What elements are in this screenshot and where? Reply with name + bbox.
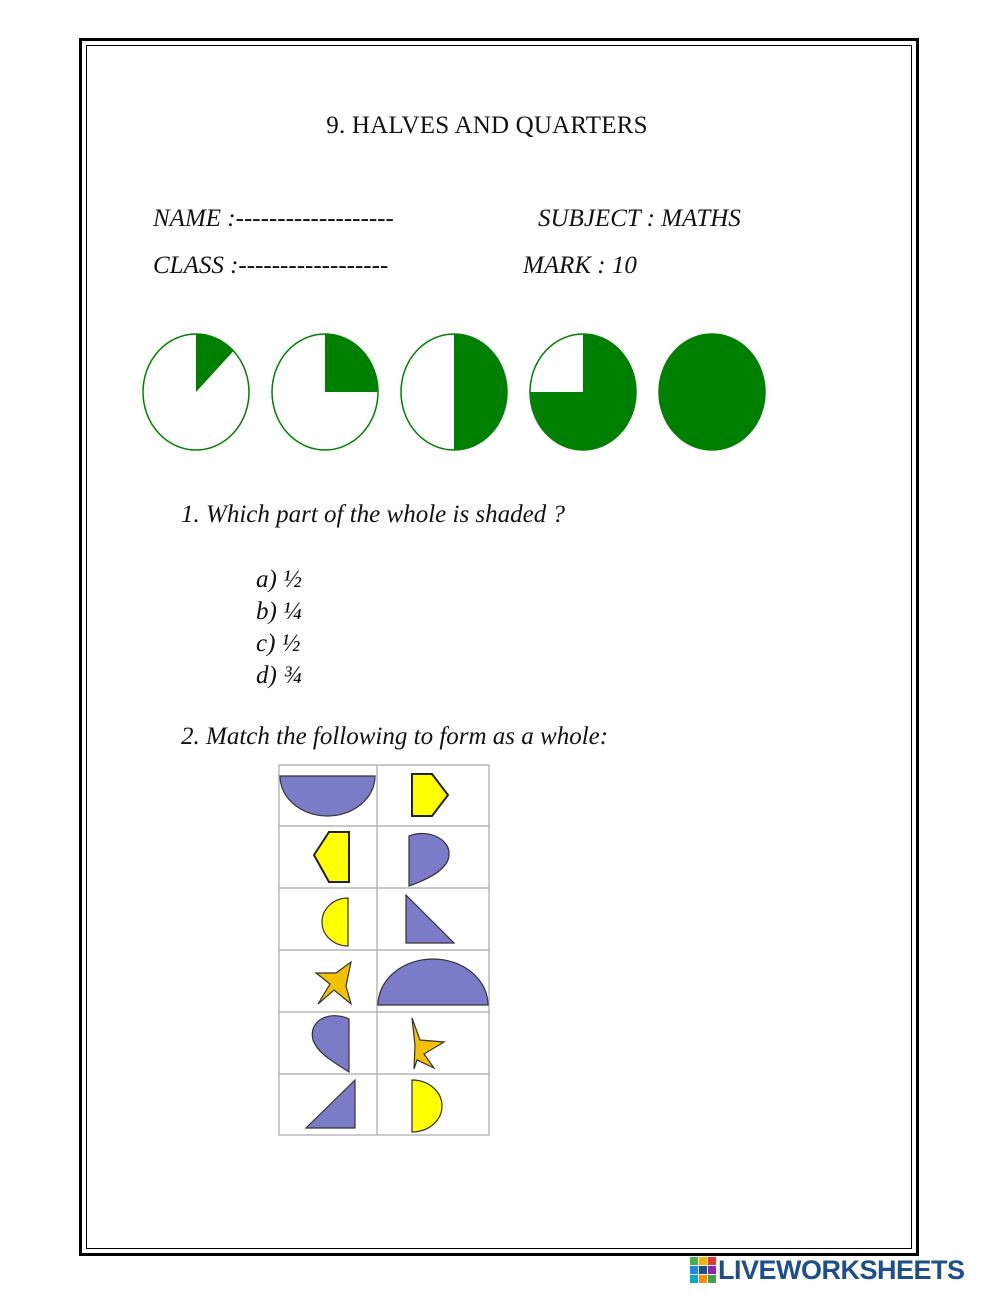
- half-star-left-shape[interactable]: [316, 962, 351, 1004]
- fraction-circle-5: [659, 334, 765, 450]
- option-d[interactable]: d) ¾: [256, 662, 302, 689]
- option-b[interactable]: b) ¼: [256, 598, 302, 625]
- fraction-shaded-sector-3: [454, 334, 507, 450]
- class-field[interactable]: CLASS :------------------: [153, 252, 389, 279]
- half-heart-right-shape[interactable]: [409, 833, 449, 886]
- half-hexagon-right-shape[interactable]: [412, 774, 448, 816]
- fraction-shaded-sector-2: [325, 334, 378, 392]
- half-circle-left-shape[interactable]: [322, 898, 348, 946]
- liveworksheets-logo-icon: [690, 1257, 716, 1283]
- grid-lines: [279, 765, 489, 1135]
- option-c[interactable]: c) ½: [256, 630, 301, 657]
- half-circle-bowl-shape[interactable]: [280, 776, 375, 816]
- name-field[interactable]: NAME :-------------------: [153, 205, 394, 232]
- match-shapes-grid: [278, 764, 490, 1136]
- half-hexagon-left-shape[interactable]: [314, 832, 349, 882]
- option-a[interactable]: a) ½: [256, 566, 302, 593]
- shaded-circles-figure: [140, 330, 770, 455]
- liveworksheets-logo: [690, 1255, 990, 1285]
- half-triangle-right-shape[interactable]: [406, 895, 454, 943]
- half-circle-right-shape[interactable]: [412, 1080, 442, 1132]
- half-circle-dome-shape[interactable]: [378, 959, 488, 1005]
- question-2-text: 2. Match the following to form as a whole:: [181, 723, 609, 750]
- half-star-right-shape[interactable]: [412, 1018, 444, 1069]
- subject-label: SUBJECT : MATHS: [538, 205, 741, 232]
- liveworksheets-logo-text: LIVEWORKSHEETS: [718, 1254, 965, 1285]
- question-1-text: 1. Which part of the whole is shaded ?: [181, 501, 565, 528]
- worksheet-title: 9. HALVES AND QUARTERS: [326, 112, 648, 139]
- half-triangle-left-shape[interactable]: [306, 1080, 355, 1128]
- mark-label: MARK : 10: [523, 252, 637, 279]
- half-heart-left-shape[interactable]: [312, 1016, 349, 1072]
- question-1-options: [256, 564, 302, 692]
